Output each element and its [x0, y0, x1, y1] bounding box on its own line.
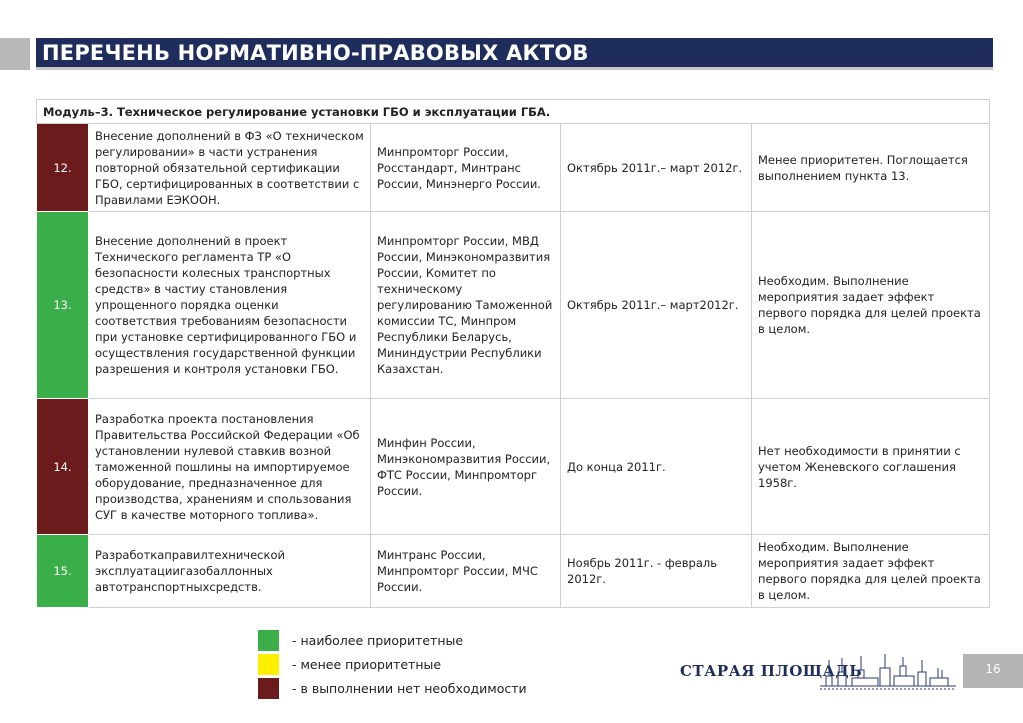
row-agencies: Минпромторг России, Росстандарт, Минтранс России, Минэнерго России.	[371, 124, 561, 212]
priority-legend	[258, 629, 527, 701]
header-accent-square	[0, 38, 30, 70]
legend-label: - наиболее приоритетные	[292, 633, 464, 648]
row-description: Внесение дополнений в ФЗ «О техническом регулировании» в части устранения повторной обязательной сертификации ГБО, сертифицированных в соответствии с Правилами ЕЭКООН.	[89, 124, 371, 212]
table-row	[37, 124, 990, 212]
row-period: Октябрь 2011г.– март2012г.	[561, 212, 752, 399]
row-note: Нет необходимости в принятии с учетом Женевского соглашения 1958г.	[752, 399, 990, 535]
module-header-row	[37, 100, 990, 124]
table-row	[37, 212, 990, 399]
module-title: Модуль–3. Техническое регулирование установки ГБО и эксплуатации ГБА.	[37, 100, 990, 124]
legend-label: - менее приоритетные	[292, 657, 442, 672]
title-bar	[36, 38, 993, 70]
logo	[680, 650, 955, 694]
row-note: Необходим. Выполнение мероприятия задает эффект первого порядка для целей проекта в целом.	[752, 212, 990, 399]
legend-item	[258, 629, 527, 652]
page-number: 16	[985, 662, 1001, 676]
row-number: 15.	[37, 535, 89, 608]
legend-swatch-red	[258, 678, 279, 699]
row-description: Разработка проекта постановления Правительства Российской Федерации «Об установлении нулевой ставкив возной таможенной пошлины на импортируемое оборудование, предназначенное для производства, хранениям и спользования СУГ в качестве моторного топлива».	[89, 399, 371, 535]
row-note: Менее приоритетен. Поглощается выполнением пункта 13.	[752, 124, 990, 212]
table-row	[37, 399, 990, 535]
row-period: Ноябрь 2011г. - февраль 2012г.	[561, 535, 752, 608]
legend-swatch-green	[258, 630, 279, 651]
legend-item	[258, 677, 527, 700]
row-agencies: Минтранс России, Минпромторг России, МЧС России.	[371, 535, 561, 608]
row-agencies: Минпромторг России, МВД России, Минэкономразвития России, Комитет по техническому регулированию Таможенной комиссии ТС, Минпром Республики Беларусь, Мининдустрии Республики Казахстан.	[371, 212, 561, 399]
row-note: Необходим. Выполнение мероприятия задает эффект первого порядка для целей проекта в целом.	[752, 535, 990, 608]
row-number: 12.	[37, 124, 89, 212]
logo-text: СТАРАЯ ПЛОЩАДЬ	[680, 662, 863, 680]
row-description: Разработкаправилтехнической эксплуатациигазобаллонных автотранспортныхсредств.	[89, 535, 371, 608]
row-number: 14.	[37, 399, 89, 535]
table-row	[37, 535, 990, 608]
kremlin-skyline-icon	[818, 652, 958, 692]
legend-item	[258, 653, 527, 676]
row-period: Октябрь 2011г.– март 2012г.	[561, 124, 752, 212]
row-period: До конца 2011г.	[561, 399, 752, 535]
row-number: 13.	[37, 212, 89, 399]
row-description: Внесение дополнений в проект Технического регламента ТР «О безопасности колесных транспортных средств» в частиу становления упрощенного порядка оценки соответствия требованиям безопасности при установке сертифицированного ГБО и осуществления государственной функции разрешения и контроля установки ГБО.	[89, 212, 371, 399]
legend-swatch-yellow	[258, 654, 279, 675]
acts-table	[36, 99, 990, 608]
page-number-box	[963, 654, 1023, 688]
page-title: ПЕРЕЧЕНЬ НОРМАТИВНО-ПРАВОВЫХ АКТОВ	[42, 41, 589, 65]
legend-label: - в выполнении нет необходимости	[292, 681, 527, 696]
row-agencies: Минфин России, Минэкономразвития России, ФТС России, Минпромторг России.	[371, 399, 561, 535]
